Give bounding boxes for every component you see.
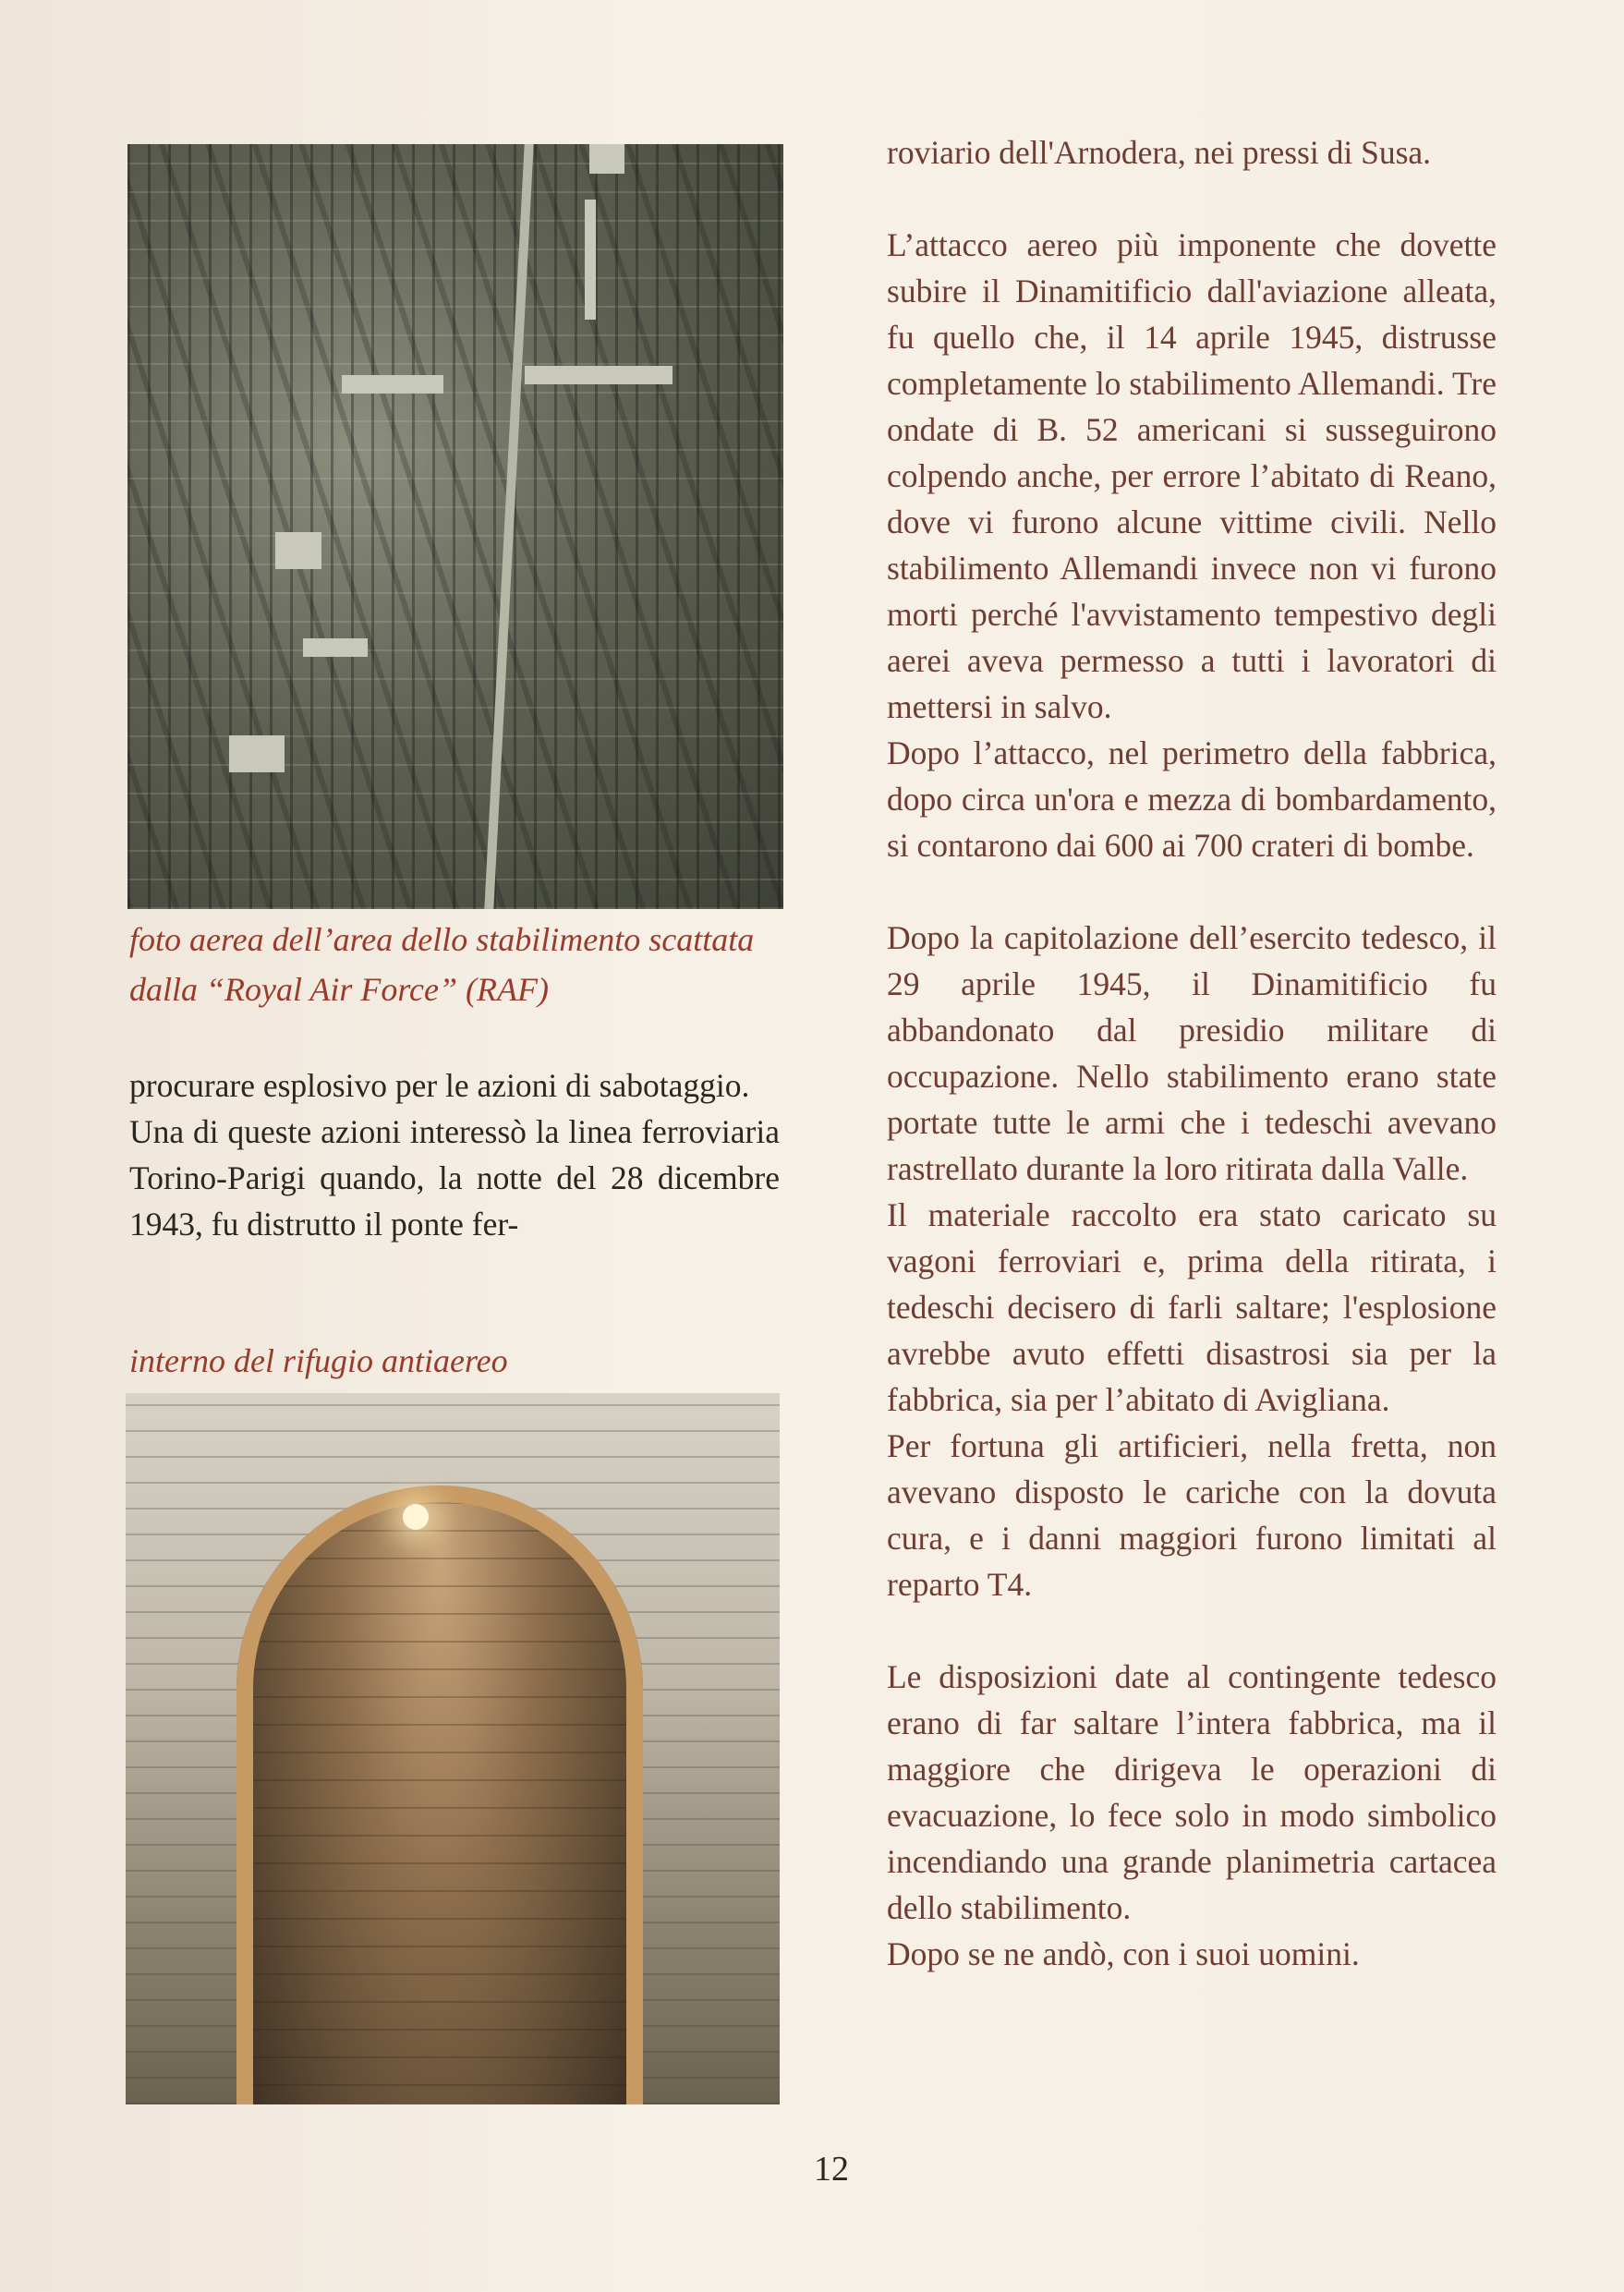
aerial-building-shape: [342, 375, 443, 394]
paragraph: procurare esplosivo per le azioni di sabotaggio.: [129, 1067, 750, 1104]
paragraph: Per fortuna gli artificieri, nella fretta, non avevano disposto le cariche con la dovuta cura, e i danni maggiori furono limitati al reparto T4.: [887, 1427, 1497, 1603]
aerial-building-shape: [585, 200, 596, 320]
caption-line: dalla “Royal Air Force” (RAF): [129, 971, 549, 1008]
page-number: 12: [814, 2150, 849, 2189]
aerial-building-shape: [589, 144, 624, 174]
paragraph: roviario dell'Arnodera, nei pressi di Susa.: [887, 134, 1432, 171]
paragraph: Il materiale raccolto era stato caricato su vagoni ferroviari e, prima della ritirata, i tedeschi decisero di farli saltare; l'esplosione avrebbe avuto effetti disastrosi sia per la fabbrica, sia per l’abitato di Avigliana.: [887, 1196, 1497, 1418]
paragraph: Dopo se ne andò, con i suoi uomini.: [887, 1935, 1360, 1972]
paragraph-spacer: [887, 868, 1497, 915]
paragraph: Dopo la capitolazione dell’esercito tedesco, il 29 aprile 1945, il Dinamitificio fu abbandonato dal presidio militare di occupazione. Nello stabilimento erano state portate tutte le armi che i tedeschi avevano rastrellato durante la loro ritirata dalla Valle.: [887, 919, 1497, 1187]
aerial-building-shape: [229, 735, 285, 772]
paragraph-spacer: [887, 1607, 1497, 1654]
aerial-building-shape: [303, 638, 368, 657]
paragraph: L’attacco aereo più imponente che dovette subire il Dinamitificio dall'aviazione alleata, fu quello che, il 14 aprile 1945, distrusse completamente lo stabilimento Allemandi. Tre ondate di B. 52 americani si susseguirono colpendo anche, per errore l’abitato di Reano, dove vi furono alcune vittime civili. Nello stabilimento Allemandi invece non vi furono morti perché l'avvistamento tempestivo degli aerei aveva permesso a tutti i lavoratori di mettersi in salvo.: [887, 226, 1497, 725]
right-column-text: [887, 129, 1497, 1977]
aerial-building-shape: [525, 366, 673, 384]
lamp-light-shape: [403, 1504, 429, 1530]
paragraph: Le disposizioni date al contingente tedesco erano di far saltare l’intera fabbrica, ma il maggiore che dirigeva le operazioni di evacuazione, lo fece solo in modo simbolico incendiando una grande planimetria cartacea dello stabilimento.: [887, 1658, 1497, 1926]
aerial-building-shape: [275, 532, 321, 569]
shelter-photo-caption: interno del rifugio antiaereo: [129, 1342, 508, 1379]
tunnel-arch-shape: [236, 1486, 643, 2104]
shelter-interior-photo: [126, 1393, 780, 2104]
aerial-photo: [127, 144, 783, 909]
paragraph: Dopo l’attacco, nel perimetro della fabbrica, dopo circa un'ora e mezza di bombardamento, si contarono dai 600 ai 700 crateri di bombe.: [887, 734, 1497, 864]
paragraph: Una di queste azioni interessò la linea ferroviaria Torino-Parigi quando, la notte del 28 dicembre 1943, fu distrutto il ponte fer-: [129, 1113, 780, 1243]
left-column-text: [129, 1062, 780, 1247]
caption-line: foto aerea dell’area dello stabilimento scattata: [129, 921, 755, 958]
aerial-road-shape: [484, 144, 533, 909]
paragraph-spacer: [887, 176, 1497, 222]
aerial-photo-caption: [129, 915, 794, 1014]
